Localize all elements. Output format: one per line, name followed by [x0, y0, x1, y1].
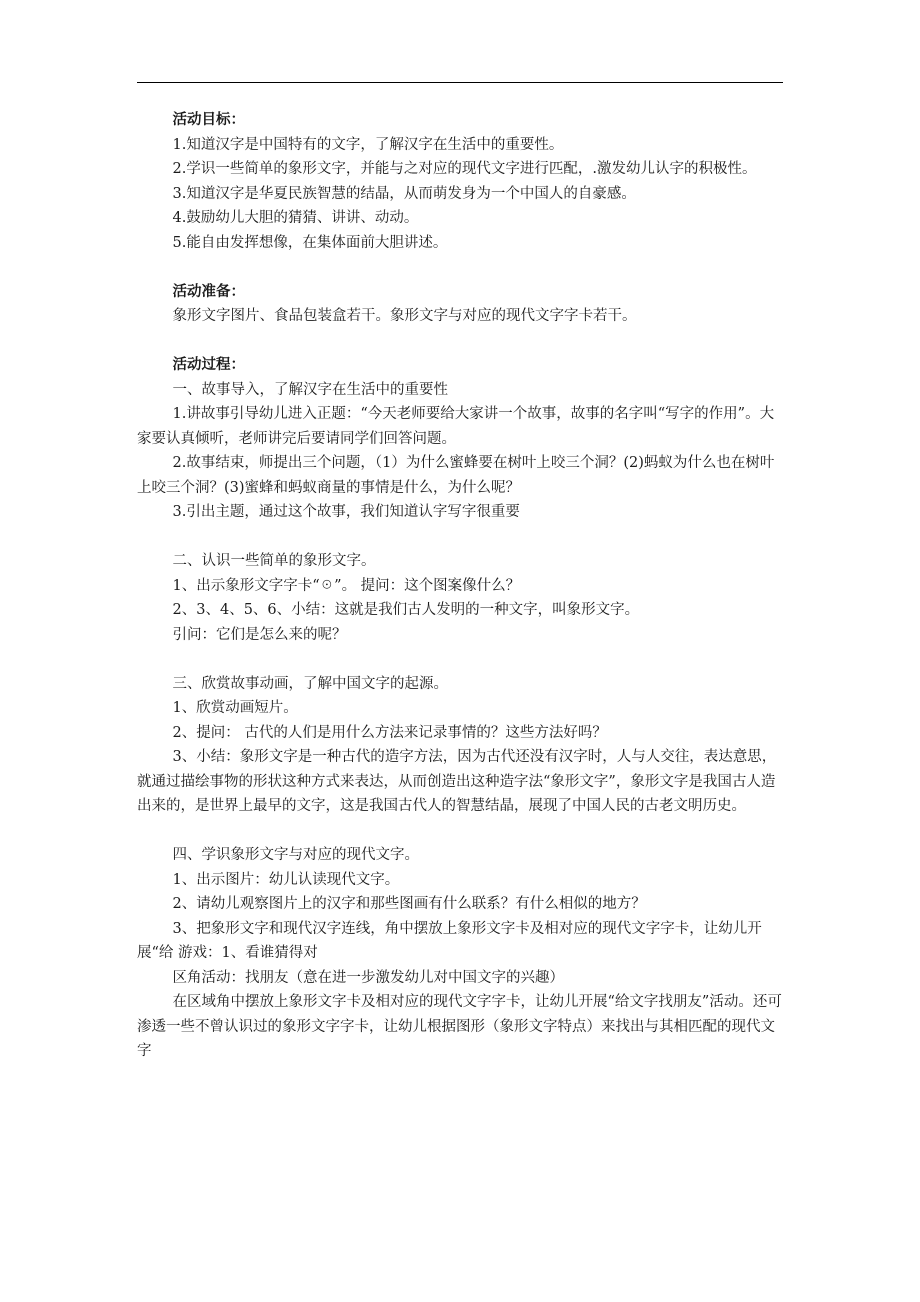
part4-step-3: 3、把象形文字和现代汉字连线，角中摆放上象形文字卡及相对应的现代文字字卡，让幼儿开展“给 游戏：1、看谁猜得对	[137, 920, 762, 961]
part1-step-3: 3.引出主题，通过这个故事，我们知道认字写字很重要	[172, 504, 520, 520]
part4-step-2: 2、请幼儿观察图片上的汉字和那些图画有什么联系？有什么相似的地方？	[172, 896, 646, 912]
goal-item-1: 1.知道汉字是中国特有的文字，了解汉字在生活中的重要性。	[172, 136, 564, 153]
goals-heading: 活动目标：	[172, 112, 246, 128]
part1-title: 一、故事导入，了解汉字在生活中的重要性	[172, 381, 449, 398]
part3-step-3: 3、小结：象形文字是一种古代的造字方法，因为古代还没有汉字时，人与人交往，表达意思，就通过描绘事物的形状这种方式来表达，从而创造出这种造字法“象形文字”，象形文字是我国古人造出来的，是世界上最早的文字，这是我国古代人的智慧结晶，展现了中国人民的古老文明历史。	[137, 749, 777, 814]
document-body	[137, 108, 783, 1064]
prep-heading: 活动准备：	[172, 283, 246, 300]
part4-title: 四、学识象形文字与对应的现代文字。	[172, 847, 420, 863]
goal-item-2: 2.学识一些简单的象形文字，并能与之对应的现代文字进行匹配，.激发幼儿认字的积极性。	[172, 161, 757, 177]
corner-activity-title: 区角活动：找朋友（意在进一步激发幼儿对中国文字的兴趣）	[172, 969, 565, 986]
part2-step-1: 1、出示象形文字字卡“☉”。 提问：这个图案像什么？	[172, 577, 521, 594]
goal-item-3: 3.知道汉字是华夏民族智慧的结晶，从而萌发身为一个中国人的自豪感。	[172, 185, 636, 202]
header-rule	[137, 82, 783, 83]
part1-step-2: 2.故事结束，师提出三个问题，（1）为什么蜜蜂要在树叶上咬三个洞？(2)蚂蚁为什么也在树叶上咬三个洞？(3)蜜蜂和蚂蚁商量的事情是什么，为什么呢？	[137, 455, 775, 496]
part2-step-2: 2、3、4、5、6、小结：这就是我们古人发明的一种文字，叫象形文字。	[172, 602, 640, 618]
part4-step-1: 1、出示图片：幼儿认读现代文字。	[172, 871, 400, 888]
part3-title: 三、欣赏故事动画，了解中国文字的起源。	[172, 675, 449, 692]
goal-item-4: 4.鼓励幼儿大胆的猜猜、讲讲、动动。	[172, 210, 419, 226]
process-heading: 活动过程：	[172, 357, 246, 373]
part3-step-1: 1、欣赏动画短片。	[172, 700, 298, 716]
corner-activity-text: 在区域角中摆放上象形文字卡及相对应的现代文字字卡，让幼儿开展“给文字找朋友”活动。还可渗透一些不曾认识过的象形文字字卡，让幼儿根据图形（象形文字特点）来找出与其相匹配的现代文字	[137, 994, 782, 1059]
prep-text: 象形文字图片、食品包装盒若干。象形文字与对应的现代文字字卡若干。	[172, 308, 637, 324]
part1-step-1: 1.讲故事引导幼儿进入正题：“今天老师要给大家讲一个故事，故事的名字叫“写字的作用”。大家要认真倾听，老师讲完后要请同学们回答问题。	[137, 406, 775, 447]
goal-item-5: 5.能自由发挥想像，在集体面前大胆讲述。	[172, 234, 448, 251]
part3-step-2: 2、提问： 古代的人们是用什么方法来记录事情的？这些方法好吗？	[172, 724, 607, 741]
part2-step-3: 引问：它们是怎么来的呢？	[172, 626, 347, 643]
part2-title: 二、认识一些简单的象形文字。	[172, 553, 376, 569]
